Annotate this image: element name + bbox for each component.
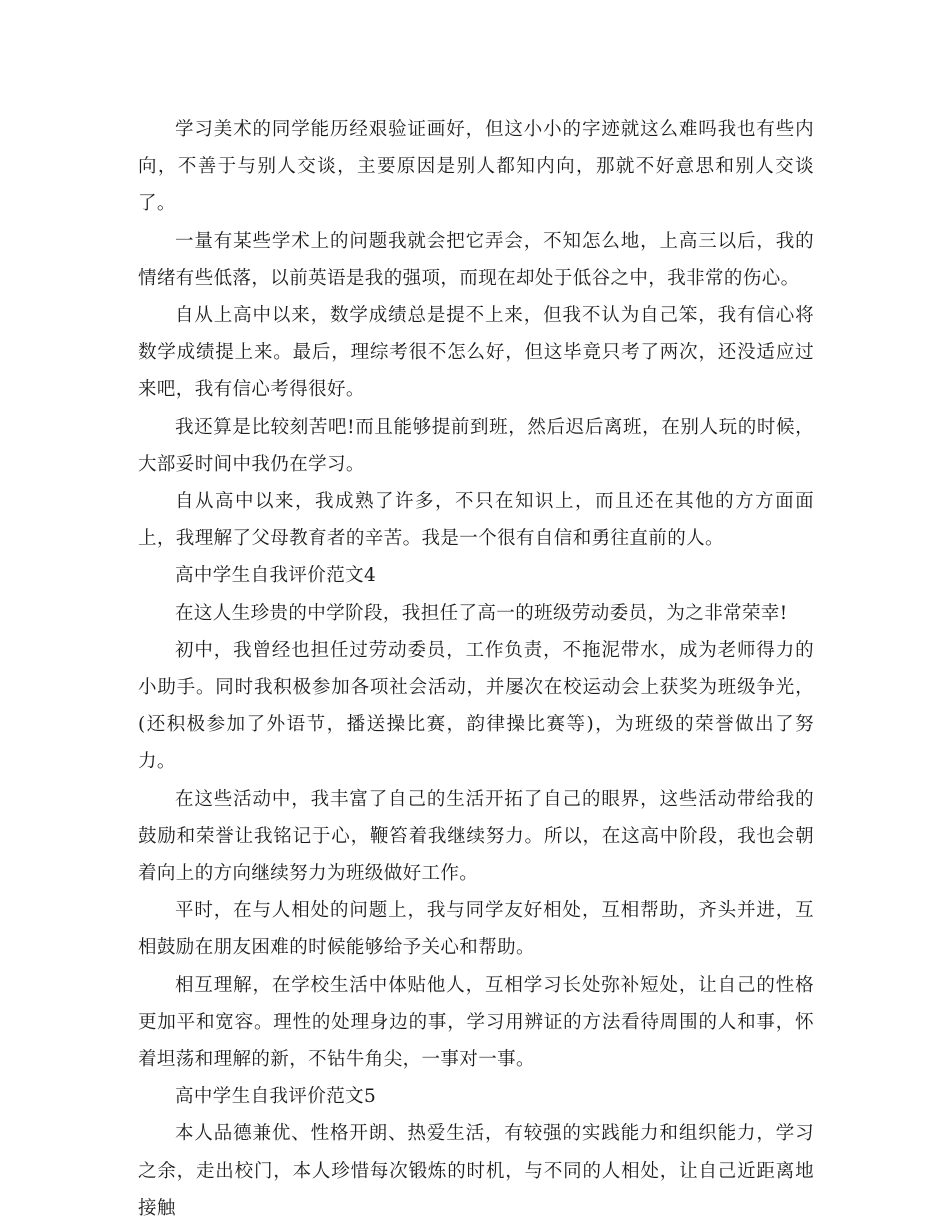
paragraph: 相互理解，在学校生活中体贴他人，互相学习长处弥补短处，让自己的性格更加平和宽容。理性的处理身边的事，学习用辨证的方法看待周围的人和事，怀着坦荡和理解的新，不钻牛角尖，一事对一事。 — [138, 974, 814, 1071]
paragraph: 学习美术的同学能历经艰验证画好，但这小小的字迹就这么难吗我也有些内向，不善于与别人交谈，主要原因是别人都知内向，那就不好意思和别人交谈了。 — [138, 119, 814, 215]
paragraph: 初中，我曾经也担任过劳动委员，工作负责，不拖泥带水，成为老师得力的小助手。同时我积极参加各项社会活动，并屡次在校运动会上获奖为班级争光，(还积极参加了外语节，播送操比赛，韵律操比赛等)，为班级的荣誉做出了努力。 — [138, 639, 814, 773]
paragraph: 自从高中以来，我成熟了许多，不只在知识上，而且还在其他的方方面面上，我理解了父母教育者的辛苦。我是一个很有自信和勇往直前的人。 — [138, 491, 814, 550]
paragraph: 自从上高中以来，数学成绩总是提不上来，但我不认为自己笨，我有信心将数学成绩提上来。最后，理综考很不怎么好，但这毕竟只考了两次，还没适应过来吧，我有信心考得很好。 — [138, 305, 814, 401]
paragraph: 我还算是比较刻苦吧!而且能够提前到班，然后迟后离班，在别人玩的时候，大部妥时间中我仍在学习。 — [138, 416, 814, 475]
paragraph: 一量有某些学术上的问题我就会把它弄会，不知怎么地，上高三以后，我的情绪有些低落，以前英语是我的强项，而现在却处于低谷之中，我非常的伤心。 — [138, 230, 814, 289]
section-heading: 高中学生自我评价范文5 — [175, 1086, 377, 1108]
paragraph: 平时，在与人相处的问题上，我与同学友好相处，互相帮助，齐头并进，互相鼓励在朋友困难的时候能够给予关心和帮助。 — [138, 900, 814, 959]
paragraph: 在这些活动中，我丰富了自己的生活开拓了自己的眼界，这些活动带给我的鼓励和荣誉让我铭记于心，鞭笞着我继续努力。所以，在这高中阶段，我也会朝着向上的方向继续努力为班级做好工作。 — [138, 788, 814, 885]
section-heading: 高中学生自我评价范文4 — [175, 565, 377, 587]
paragraph: 本人品德兼优、性格开朗、热爱生活，有较强的实践能力和组织能力，学习之余，走出校门，本人珍惜每次锻炼的时机，与不同的人相处，让自己近距离地接触 — [138, 1123, 814, 1219]
document-body — [138, 111, 814, 1227]
paragraph: 在这人生珍贵的中学阶段，我担任了高一的班级劳动委员，为之非常荣幸! — [175, 602, 788, 624]
